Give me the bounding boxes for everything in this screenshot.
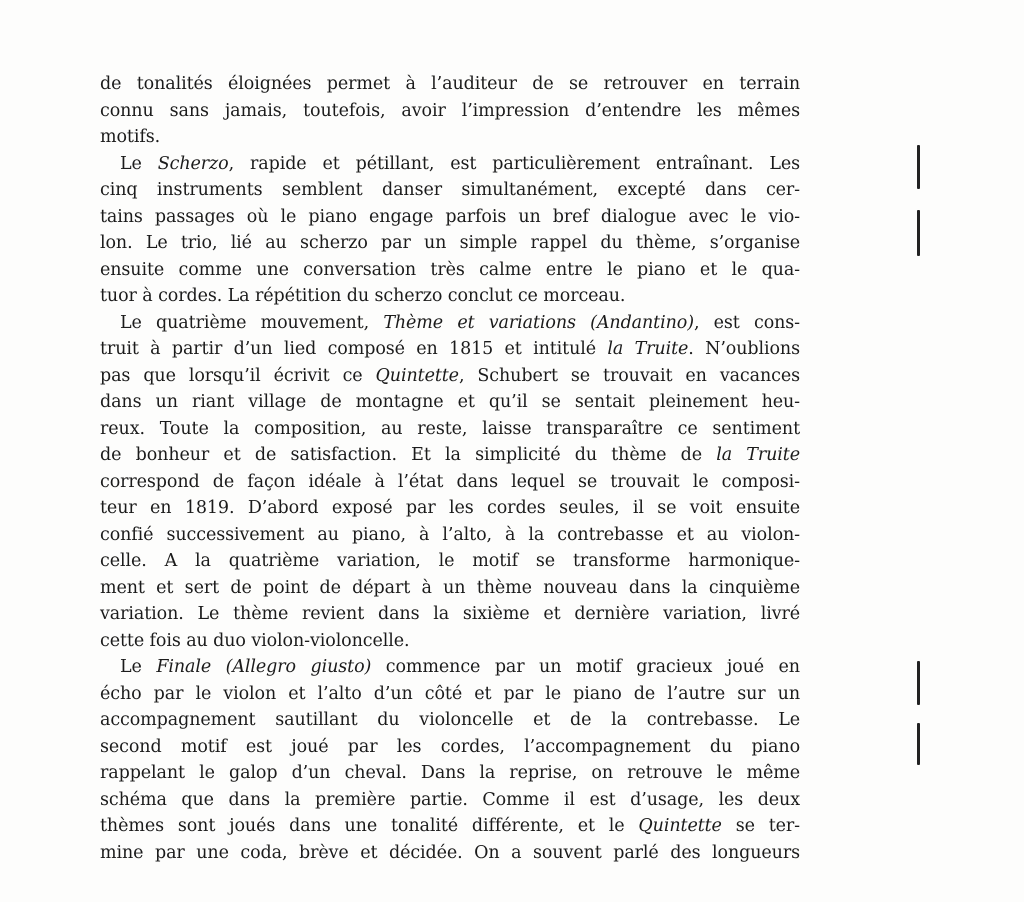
text-segment: reux. Toute la composition, au reste, laisse transparaître ce sentiment	[100, 418, 800, 439]
text-segment: schéma que dans la première partie. Comme il est d’usage, les deux	[100, 789, 800, 810]
text-segment: lon. Le trio, lié au scherzo par un simple rappel du thème, s’organise	[100, 233, 800, 253]
text-segment: teur en 1819. D’abord exposé par les cordes seules, il se voit ensuite	[100, 498, 800, 518]
italic-text: la Truite	[607, 339, 689, 359]
text-line	[100, 813, 800, 840]
margin-bar-mark	[917, 145, 920, 189]
text-segment: commence par un motif gracieux joué en	[371, 657, 800, 677]
text-segment: second motif est joué par les cordes, l’accompagnement du piano	[100, 736, 800, 757]
text-segment: ment et sert de point de départ à un thème nouveau dans la cinquième	[100, 577, 800, 598]
text-segment: Le	[120, 657, 157, 677]
italic-text: Finale (Allegro giusto)	[156, 657, 372, 677]
body-text	[100, 71, 800, 866]
text-line	[100, 204, 800, 231]
text-segment: variation. Le thème revient dans la sixième et dernière variation, livré	[100, 604, 800, 624]
text-segment: celle. A la quatrième variation, le motif se transforme harmonique-	[100, 551, 800, 571]
italic-text: Quintette	[638, 816, 722, 836]
text-line	[100, 98, 800, 125]
text-line	[100, 283, 800, 310]
text-line	[100, 336, 800, 363]
text-line	[100, 548, 800, 575]
text-line	[100, 707, 800, 734]
text-line	[100, 734, 800, 761]
text-segment: accompagnement sautillant du violoncelle et de la contrebasse. Le	[100, 710, 800, 730]
margin-bar-mark	[917, 210, 920, 256]
text-segment: tains passages où le piano engage parfois un bref dialogue avec le vio-	[100, 206, 800, 227]
text-segment: ensuite comme une conversation très calme entre le piano et le qua-	[100, 259, 800, 280]
text-line	[100, 522, 800, 549]
text-segment: cinq instruments semblent danser simultanément, excepté dans cer-	[100, 180, 800, 200]
text-segment: écho par le violon et l’alto d’un côté et par le piano de l’autre sur un	[100, 683, 800, 704]
text-line	[100, 71, 800, 98]
text-line	[100, 654, 800, 681]
text-line	[100, 257, 800, 284]
text-segment: pas que lorsqu’il écrivit ce	[100, 365, 376, 386]
text-segment: , rapide et pétillant, est particulièrement entraînant. Les	[228, 153, 800, 174]
text-line	[100, 310, 800, 337]
text-line	[100, 363, 800, 390]
text-segment: motifs.	[100, 127, 161, 147]
text-segment: connu sans jamais, toutefois, avoir l’impression d’entendre les mêmes	[100, 100, 800, 121]
text-segment: correspond de façon idéale à l’état dans lequel se trouvait le composi-	[100, 471, 800, 492]
margin-bar-mark	[917, 723, 920, 765]
text-line	[100, 628, 800, 655]
text-line	[100, 601, 800, 628]
text-line	[100, 416, 800, 443]
italic-text: Scherzo	[157, 153, 229, 174]
text-segment: de bonheur et de satisfaction. Et la simplicité du thème de	[100, 445, 717, 465]
text-segment: Le	[120, 153, 158, 174]
text-segment: truit à partir d’un lied composé en 1815 et intitulé	[100, 339, 608, 359]
text-line	[100, 760, 800, 787]
text-line	[100, 151, 800, 178]
text-segment: dans un riant village de montagne et qu’il se sentait pleinement heu-	[100, 392, 800, 412]
text-line	[100, 495, 800, 522]
italic-text: Thème et variations (Andantino)	[383, 312, 694, 333]
text-line	[100, 230, 800, 257]
text-segment: , est cons-	[693, 312, 800, 333]
text-segment: tuor à cordes. La répétition du scherzo conclut ce morceau.	[100, 286, 626, 306]
text-line	[100, 124, 800, 151]
text-line	[100, 177, 800, 204]
text-segment: Le quatrième mouvement,	[120, 312, 384, 333]
text-line	[100, 469, 800, 496]
italic-text: Quintette	[375, 365, 459, 386]
text-segment: thèmes sont joués dans une tonalité différente, et le	[100, 816, 639, 836]
text-segment: se ter-	[721, 816, 800, 836]
text-line	[100, 389, 800, 416]
margin-bar-mark	[917, 661, 920, 705]
text-line	[100, 575, 800, 602]
text-segment: confié successivement au piano, à l’alto, à la contrebasse et au violon-	[100, 524, 800, 545]
italic-text: la Truite	[716, 445, 800, 465]
text-segment: de tonalités éloignées permet à l’auditeur de se retrouver en terrain	[100, 74, 800, 94]
text-segment: rappelant le galop d’un cheval. Dans la reprise, on retrouve le même	[100, 763, 800, 783]
text-segment: cette fois au duo violon-violoncelle.	[100, 630, 410, 651]
text-segment: , Schubert se trouvait en vacances	[458, 365, 800, 386]
text-line	[100, 681, 800, 708]
text-segment: mine par une coda, brève et décidée. On a souvent parlé des longueurs	[100, 842, 800, 863]
text-line	[100, 840, 800, 867]
text-line	[100, 442, 800, 469]
text-line	[100, 787, 800, 814]
text-segment: . N’oublions	[688, 339, 800, 359]
